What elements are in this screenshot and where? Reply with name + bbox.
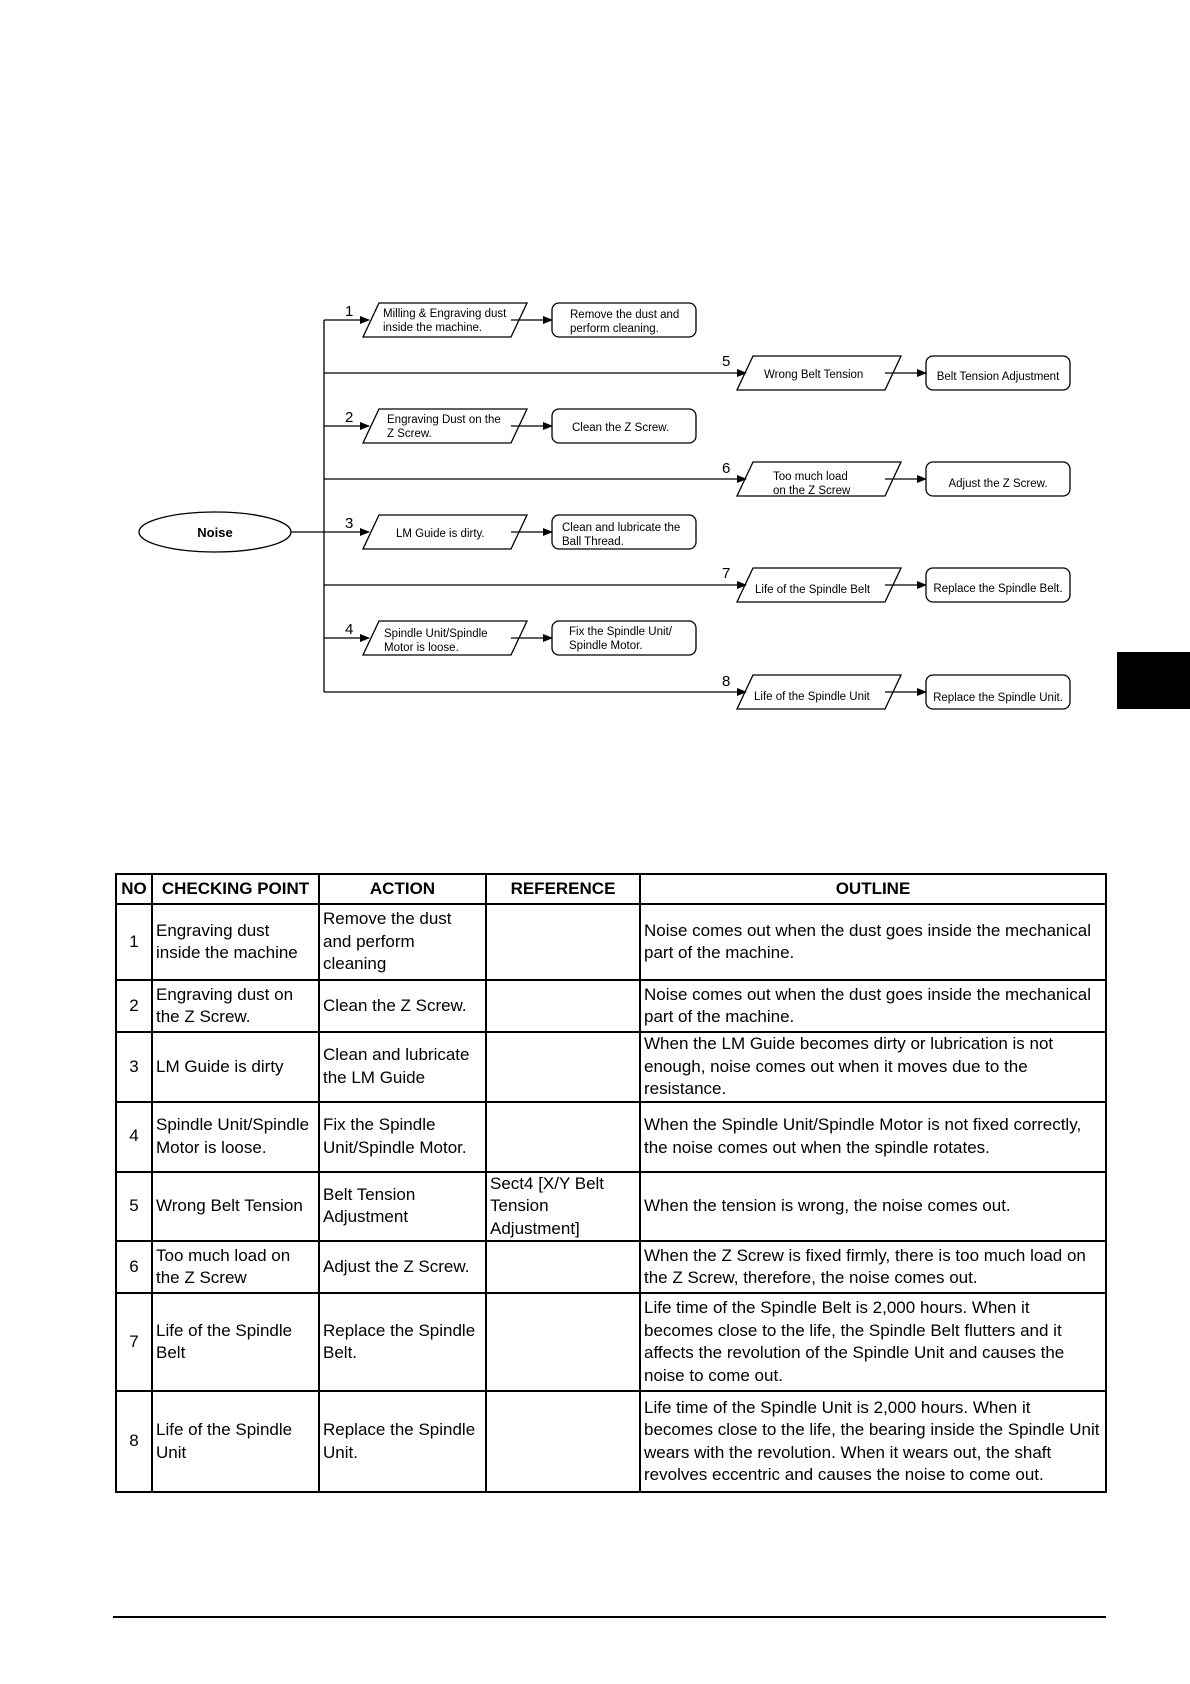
row-checking-point: Wrong Belt Tension	[152, 1172, 319, 1242]
noise-flowchart	[0, 0, 1190, 760]
section-tab-marker	[1117, 652, 1190, 709]
cause-label-1: Milling & Engraving dust inside the machine.	[383, 308, 507, 334]
table-row	[116, 1391, 1106, 1492]
row-outline: Noise comes out when the dust goes inside the mechanical part of the machine.	[640, 980, 1106, 1032]
row-no: 2	[116, 980, 152, 1032]
table-row	[116, 904, 1106, 980]
row-outline: Noise comes out when the dust goes inside the mechanical part of the machine.	[640, 904, 1106, 980]
table-row	[116, 1241, 1106, 1293]
row-action: Clean and lubricate the LM Guide	[319, 1032, 486, 1102]
row-outline: When the Spindle Unit/Spindle Motor is not fixed correctly, the noise comes out when the spindle rotates.	[640, 1102, 1106, 1172]
action-label-5: Belt Tension Adjustment	[936, 371, 1060, 383]
branch-number-6: 6	[722, 460, 731, 477]
branch-number-7: 7	[722, 565, 731, 582]
branch-number-2: 2	[345, 409, 354, 426]
row-action: Remove the dust and perform cleaning	[319, 904, 486, 980]
row-outline: Life time of the Spindle Belt is 2,000 hours. When it becomes close to the life, the Spindle Belt flutters and it affects the revolution of the Spindle Unit and causes the noise to come out.	[640, 1293, 1106, 1391]
row-checking-point: Engraving dust inside the machine	[152, 904, 319, 980]
row-no: 7	[116, 1293, 152, 1391]
action-label-4: Fix the Spindle Unit/ Spindle Motor.	[569, 626, 672, 652]
action-label-7: Replace the Spindle Belt.	[933, 583, 1063, 595]
row-no: 6	[116, 1241, 152, 1293]
header-no: NO	[116, 874, 152, 904]
row-reference	[486, 1032, 640, 1102]
row-no: 4	[116, 1102, 152, 1172]
header-action: ACTION	[319, 874, 486, 904]
row-reference	[486, 1293, 640, 1391]
table-row	[116, 1172, 1106, 1242]
branch-number-3: 3	[345, 515, 354, 532]
cause-label-5: Wrong Belt Tension	[764, 369, 864, 381]
row-checking-point: Life of the Spindle Unit	[152, 1391, 319, 1492]
branch-number-4: 4	[345, 621, 354, 638]
row-checking-point: LM Guide is dirty	[152, 1032, 319, 1102]
row-action: Fix the Spindle Unit/Spindle Motor.	[319, 1102, 486, 1172]
action-label-1: Remove the dust and perform cleaning.	[570, 309, 680, 335]
row-no: 1	[116, 904, 152, 980]
row-checking-point: Engraving dust on the Z Screw.	[152, 980, 319, 1032]
branch-number-5: 5	[722, 353, 731, 370]
cause-label-6: Too much load on the Z Screw	[773, 471, 851, 497]
action-label-3: Clean and lubricate the Ball Thread.	[562, 522, 681, 548]
cause-label-3: LM Guide is dirty.	[396, 528, 485, 540]
row-reference	[486, 1391, 640, 1492]
root-label: Noise	[197, 525, 233, 540]
row-reference	[486, 1102, 640, 1172]
row-reference	[486, 980, 640, 1032]
row-checking-point: Life of the Spindle Belt	[152, 1293, 319, 1391]
footer-rule	[113, 1616, 1106, 1618]
row-outline: When the LM Guide becomes dirty or lubrication is not enough, noise comes out when it moves due to the resistance.	[640, 1032, 1106, 1102]
table-header-row	[116, 874, 1106, 904]
row-action: Adjust the Z Screw.	[319, 1241, 486, 1293]
table-row	[116, 1032, 1106, 1102]
row-action: Replace the Spindle Unit.	[319, 1391, 486, 1492]
table-row	[116, 1102, 1106, 1172]
action-label-8: Replace the Spindle Unit.	[933, 692, 1063, 704]
row-checking-point: Spindle Unit/Spindle Motor is loose.	[152, 1102, 319, 1172]
header-reference: REFERENCE	[486, 874, 640, 904]
row-action: Belt Tension Adjustment	[319, 1172, 486, 1242]
row-outline: Life time of the Spindle Unit is 2,000 hours. When it becomes close to the life, the bearing inside the Spindle Unit wears with the revolution. When it wears out, the shaft revolves eccentric and causes the noise to come out.	[640, 1391, 1106, 1492]
header-outline: OUTLINE	[640, 874, 1106, 904]
table-row	[116, 1293, 1106, 1391]
row-outline: When the tension is wrong, the noise comes out.	[640, 1172, 1106, 1242]
row-checking-point: Too much load on the Z Screw	[152, 1241, 319, 1293]
action-label-6: Adjust the Z Screw.	[948, 478, 1048, 490]
row-action: Clean the Z Screw.	[319, 980, 486, 1032]
row-no: 8	[116, 1391, 152, 1492]
row-reference: Sect4 [X/Y Belt Tension Adjustment]	[486, 1172, 640, 1242]
row-no: 5	[116, 1172, 152, 1242]
header-checking-point: CHECKING POINT	[152, 874, 319, 904]
checking-table	[115, 873, 1107, 1493]
cause-label-4: Spindle Unit/Spindle Motor is loose.	[384, 628, 488, 654]
row-reference	[486, 1241, 640, 1293]
branch-number-1: 1	[345, 303, 354, 320]
row-action: Replace the Spindle Belt.	[319, 1293, 486, 1391]
action-label-2: Clean the Z Screw.	[572, 422, 670, 434]
cause-label-8: Life of the Spindle Unit	[754, 691, 870, 703]
row-outline: When the Z Screw is fixed firmly, there is too much load on the Z Screw, therefore, the noise comes out.	[640, 1241, 1106, 1293]
cause-label-7: Life of the Spindle Belt	[755, 584, 871, 596]
table-row	[116, 980, 1106, 1032]
branch-number-8: 8	[722, 673, 731, 690]
row-no: 3	[116, 1032, 152, 1102]
cause-label-2: Engraving Dust on the Z Screw.	[387, 414, 501, 440]
row-reference	[486, 904, 640, 980]
